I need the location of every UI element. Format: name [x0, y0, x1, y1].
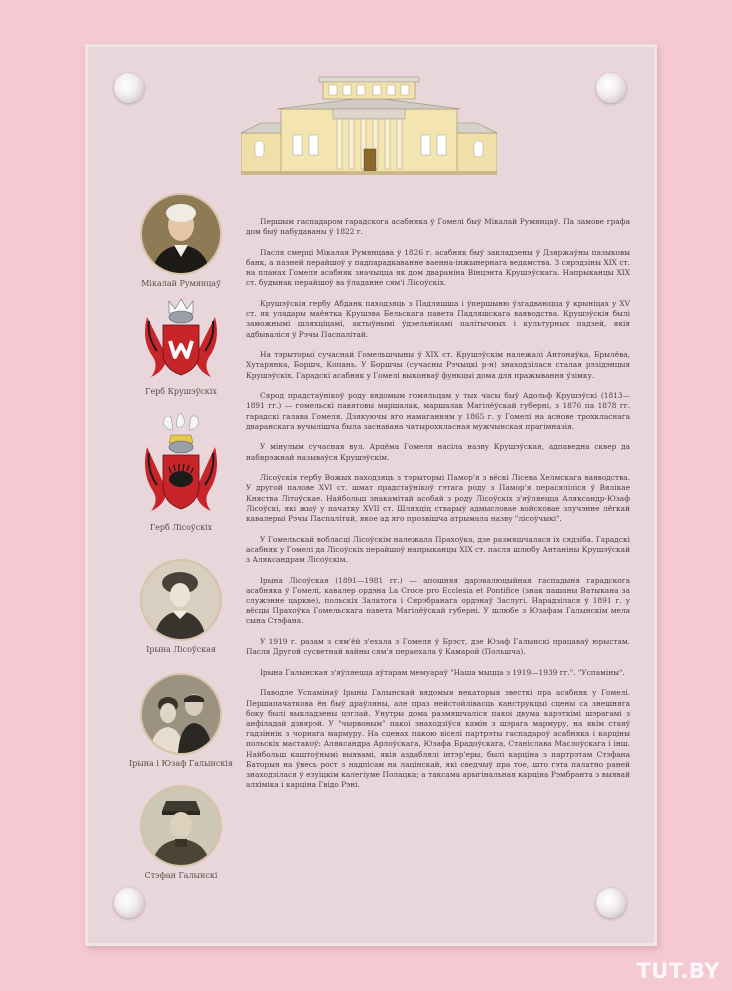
paragraph: Пасля смерці Мікалая Румянцава ў 1826 г. асабняк быў закладзены ў Дзяржаўны пазыковы банк, а пазней перайшоў у падпарадкаванне ваенна-інжынернага ведамства. З сярэдзіны XIX ст. на планах Гомеля асабняк значыцца як дом двараніна Вінцэнта Крушэўскага. Напрыканцы XIX ст. будынак перайшоў ва ўладанне сям'і Лісоўскіх.: [246, 247, 630, 288]
couple-portrait: [140, 673, 222, 755]
iryna-portrait: [140, 559, 222, 641]
mansion-illustration: [241, 75, 497, 175]
figure-lisowski-coat: [122, 413, 240, 532]
krushewski-coat-of-arms: [141, 297, 221, 383]
screw-top-right: [596, 73, 626, 103]
caption-iryna: Ірына Лісоўская: [146, 645, 216, 654]
exhibit-panel: [85, 44, 657, 946]
paragraph: У мінулым сучасная вул. Арцёма Гомеля насіла назву Крушэўская, адпаведна сквер да набярэжнай называўся Крушэўскім.: [246, 442, 630, 462]
paragraph: Ірына Галынская з'яўляецца аўтарам мемуараў "Наша мыцца з 1919—1939 гг.". "Успаміны".: [260, 667, 625, 677]
screw-bottom-left: [114, 888, 144, 918]
caption-krushewski: Герб Крушэўскіх: [145, 387, 217, 396]
paragraph: Ірына Лісоўская (1891—1981 гг.) — апошняя дарэвалюцыйная гаспадыня гарадскога асабняка ў Гомелі, кавалер ордэна La Croce pro Ecclesia et Pontifice (знак пашаны Ватыкана за служэнне царкве), польскіх Залатога і Сярэбранага ордэнаў Заслугі. Нарадзілася ў 1891 г. у вёсцы Прахоўка Гомельскага павета Магілёўскай губерні. У шлюбе з Юзафам Галынскім мела сына Стэфана.: [246, 575, 630, 626]
figure-stefan: [122, 785, 240, 880]
history-text: [246, 217, 630, 801]
paragraph: Крушэўскія гербу Абданк паходзяць з Падляшша і ўпершыню ўзгадваюцца ў крыніцах у XV ст. як уладары маёнтка Крушэва Бельскага павета Падляшскага ваяводства. Крушэўскія былі заможнымі шляхціцамі, актыўнымі ўдзельнікамі палітычных і культурных падзей, якія адбываліся ў Рэчы Паспалітай.: [246, 299, 630, 339]
paragraph: Паводле Успамінаў Ірыны Галынскай вядомыя некаторыя звесткі пра асабняк у Гомелі. Першапачаткова ён быў драўляны, але праз нейстойлівасць канструкцыі сцены са знешняга боку былі выкладзены цэглай. Унутры дома размяшчаліся пакоі двума карэткімі шэрагамі з анфіладай дзвярэй. У "чырвоным" пакоі знаходзіўся камін з шэрага мармуру, на якім стаяў гадзіннік з чорнага мармуру. На сценах пакою віселі партрэты гаспадароў асабняка і карціны польскіх мастакоў: Аляксандра Арлоўскага, Юзафа Брадоўскага, Станіслава Маслоўскага і інш. Найбольш каштоўнымі выявамі, якія аздаблялі інтэр'еры, былі карціна з партрэтам Стэфана Баторыя на ўвесь рост з надпісам на лацінскай, які сведчыў пра тое, што гэта палатно раней знаходзілася ў езуіцкім калегіуме Полацка; а таксама арыгінальная карціна Рэмбранта з выявай алхіміка і карціна Гвідо Рэні.: [246, 688, 630, 790]
paragraph: У Гомельскай вобласці Лісоўскім належала Прахоўка, дзе размяшчалася іх сядзіба. Гарадскі асабняк у Гомелі да Лісоўскіх перайшоў напрыканцы XIX ст. пасля шлюбу Антаніны Крушэўскай з Аляксандрам Лісоўскім.: [246, 534, 630, 565]
screw-bottom-right: [596, 888, 626, 918]
figure-krushewski-coat: [122, 297, 240, 396]
caption-couple: Ірына і Юзаф Галынскія: [129, 759, 233, 768]
rumyantsev-portrait: [140, 193, 222, 275]
paragraph: Сярод прадстаўнікоў роду вядомым гомяльцам у тых часы быў Адольф Крушэўскі (1813—1891 гг.) — гомельскі павятовы маршалак, маршалак Магілёўскай губерні, з 1876 па 1878 гг. гарадскі галава Гомеля. Дзякуючы яго намаганням у 1865 г. у Гомелі на аснове трохкласнага дваранскага вучылішча была заснавана чатырохкласная мужчынская прагімназія.: [246, 391, 630, 431]
paragraph: Першым гаспадаром гарадскога асабняка ў Гомелі быў Мікалай Румянцаў. Па замове графа дом быў пабудаваны ў 1822 г.: [246, 217, 630, 237]
screw-top-left: [114, 73, 144, 103]
paragraph: На тэрыторыі сучаснай Гомельшчыны ў XIX ст. Крушэўскім належалі Антонаўка, Брылёва, Хутарянка, Боршч, Копань. У Боршчы (сучасны Рэчыцкі р-н) знаходзілася сталая рэзідэнцыя Крушэўскіх. Гарадскі асабняк у Гомелі выконваў функцыі дома для пражывання ўзімку.: [246, 350, 630, 380]
figure-rumyantsev: [122, 193, 240, 288]
paragraph: У 1919 г. разам з сям'ёй з'ехала з Гомеля ў Брэст, дзе Юзаф Галынскі працаваў юрыстам. Пасля Другой сусветнай вайны сям'я пераехала ў Камарой (Польшча).: [246, 637, 630, 657]
figure-couple: [122, 673, 240, 768]
paragraph: Лісоўскія гербу Вожых паходзяць з тэрыторыі Памор'я з вёскі Лісева Хелмскага ваяводства. У другой палове XVI ст. шмат прадстаўнікоў гэтага роду з Памор'я перасяліліся ў Вялікае Княства Літоўскае. Найбольш знакамітай асобай з роду Лісоўскіх з'яўляецца Аляксандр-Юзаф Лісоўскі, які жыў у пачатку XVII ст. Шляхціц стварыў адмысловае войсковае злучэнне лёгкай кавалерыі Рэчы Паспалітай, якое ад яго прозвішча атрымала назву "лісоўчыкі".: [246, 473, 630, 524]
tutby-watermark: TUT.BY: [636, 959, 720, 983]
lisowski-coat-of-arms: [141, 413, 221, 519]
caption-lisowski: Герб Лісоўскіх: [149, 523, 213, 532]
caption-rumyantsev: Мікалай Румянцаў: [141, 279, 221, 288]
stefan-portrait: [140, 785, 222, 867]
caption-stefan: Стэфан Галынскі: [144, 871, 218, 880]
figure-iryna: [122, 559, 240, 654]
